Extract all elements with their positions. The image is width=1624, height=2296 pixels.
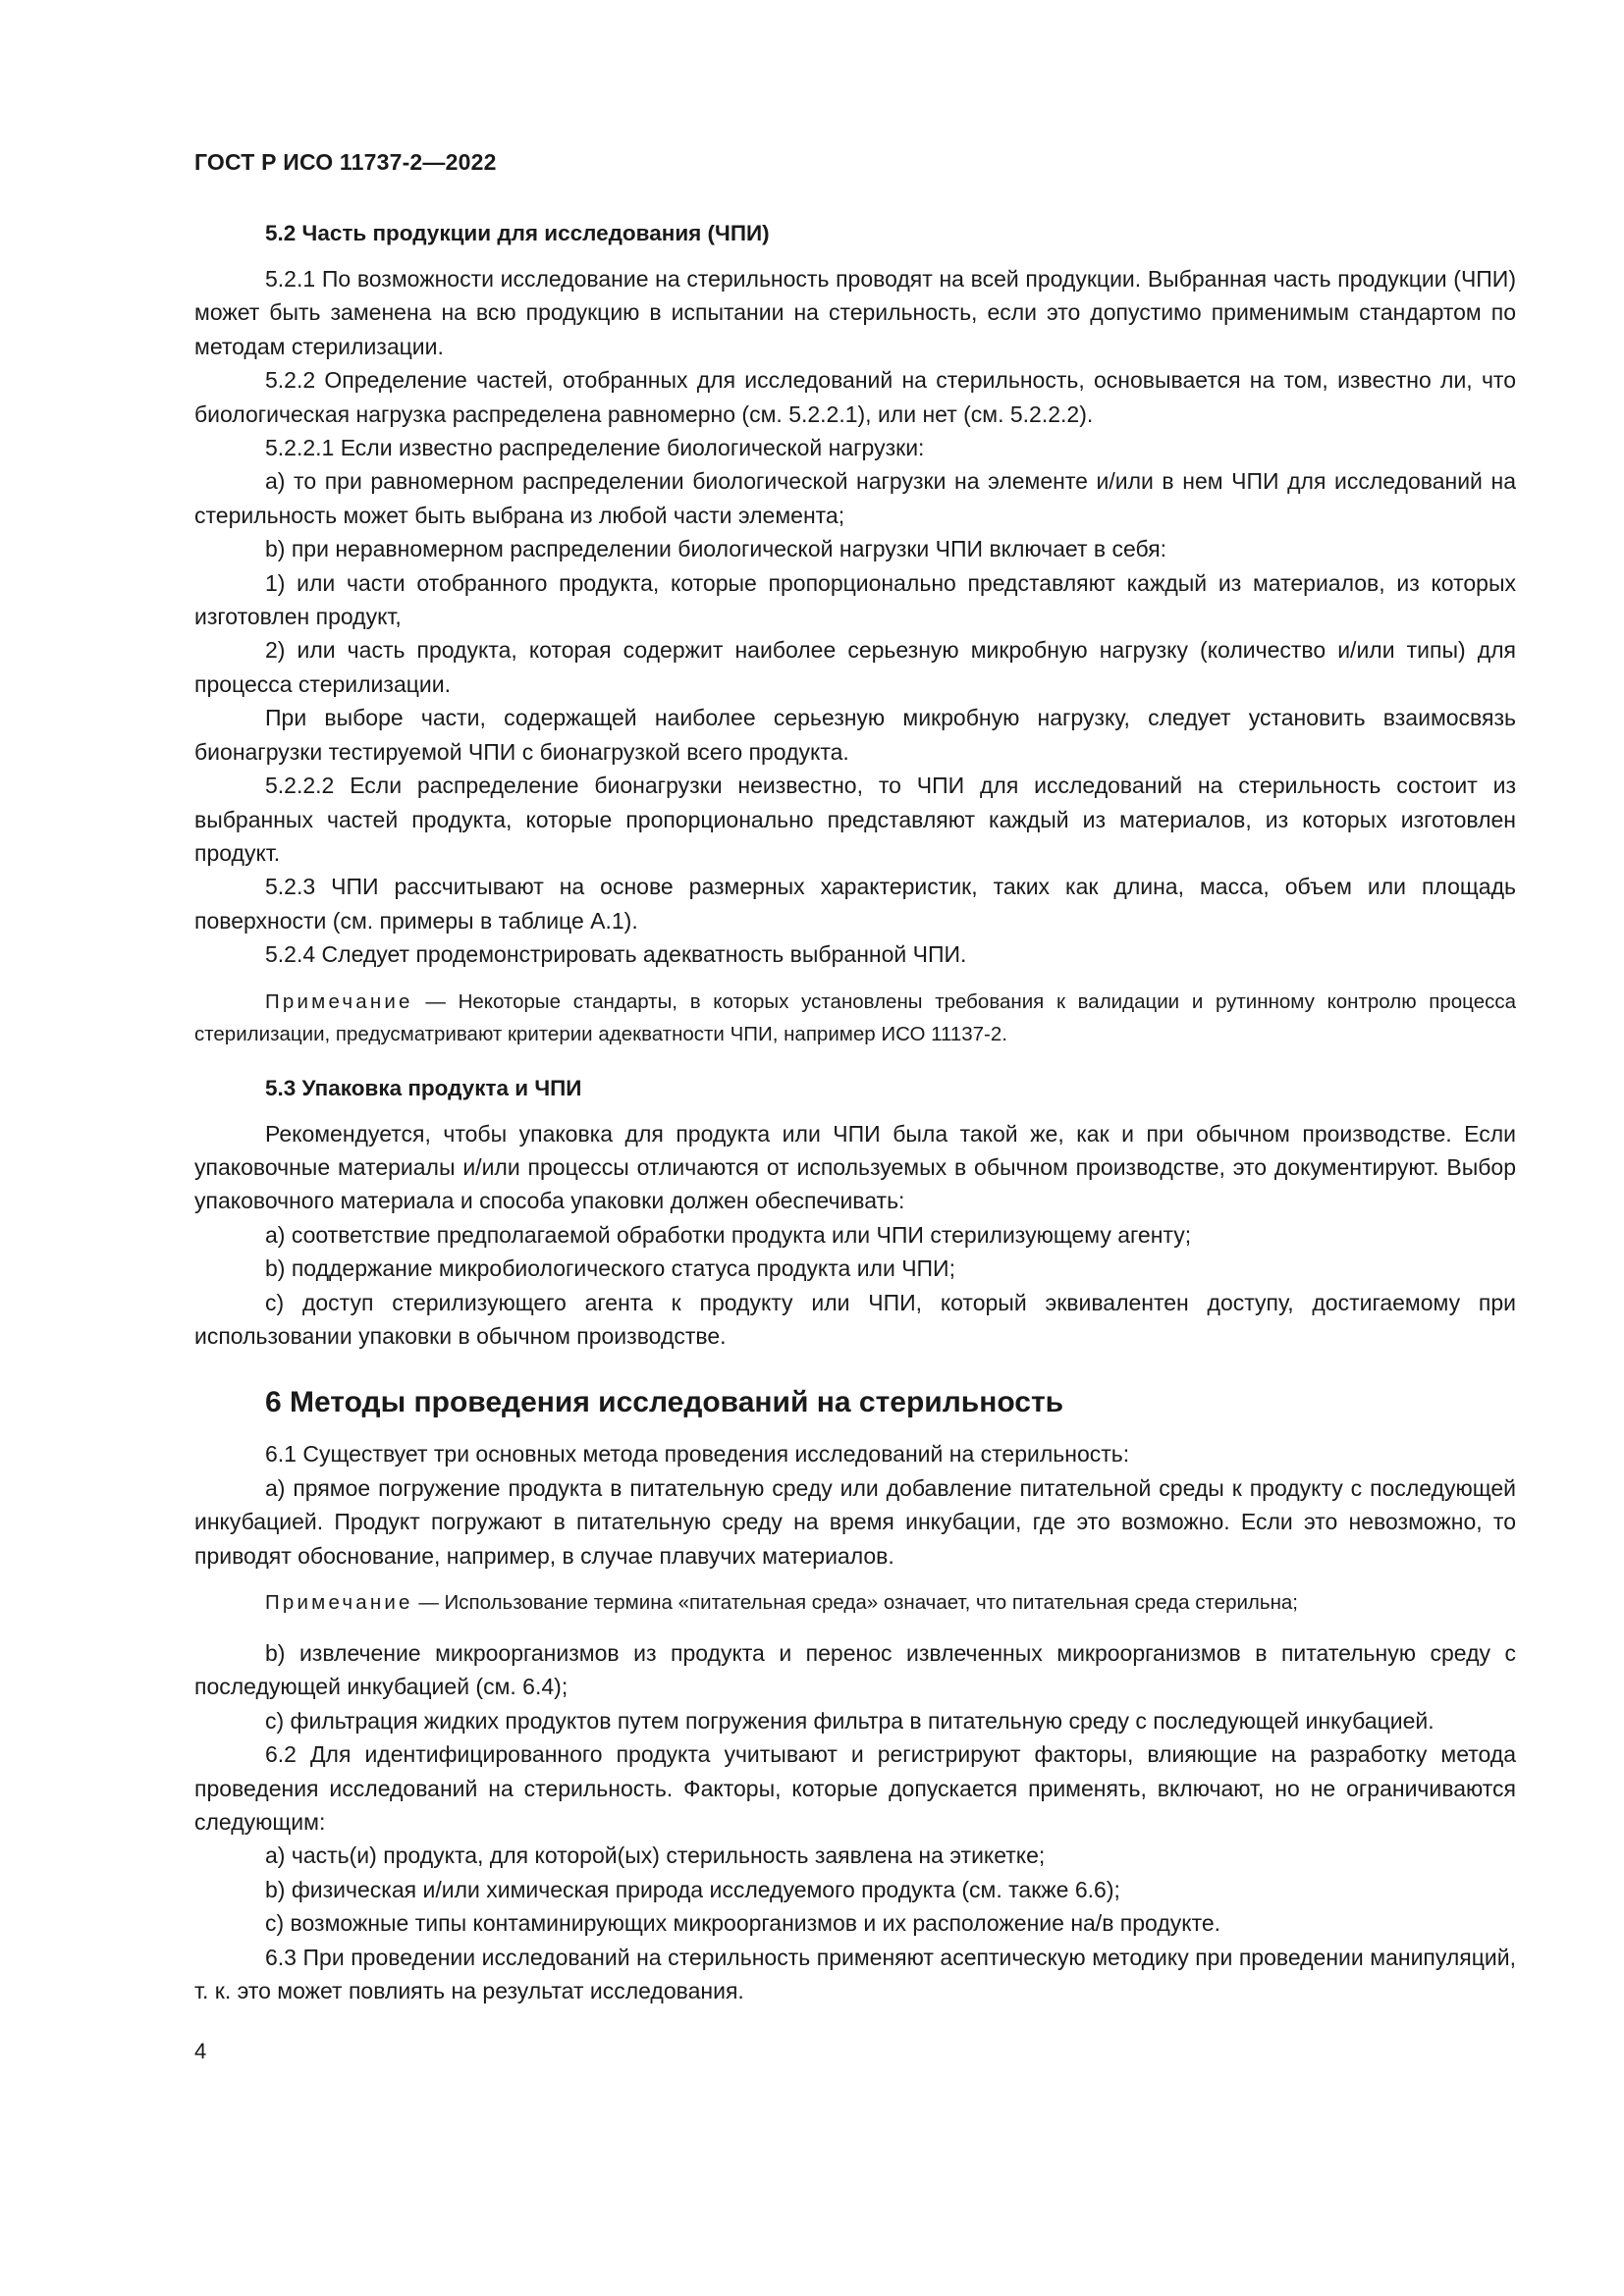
paragraph: Рекомендуется, чтобы упаковка для продукта или ЧПИ была такой же, как и при обычном производстве. Если упаковочные материалы и/или процессы отличаются от используемых в обычном производстве, это документируют. Выбор упаковочного материала и способа упаковки должен обеспечивать: [194, 1120, 1516, 1214]
note-label: Примечание [265, 989, 413, 1013]
paragraph: При выборе части, содержащей наиболее серьезную микробную нагрузку, следует установить взаимосвязь бионагрузки тестируемой ЧПИ с бионагрузкой всего продукта. [194, 705, 1516, 765]
list-item: b) при неравномерном распределении биологической нагрузки ЧПИ включает в себя: [265, 536, 1167, 562]
document-body [194, 221, 1516, 2007]
note-label: Примечание [265, 1591, 413, 1614]
paragraph: 5.2.3 ЧПИ рассчитывают на основе размерных характеристик, таких как длина, масса, объем или площадь поверхности (см. примеры в таблице А.1). [194, 874, 1516, 934]
paragraph: 6.1 Существует три основных метода проведения исследований на стерильность: [265, 1441, 1130, 1468]
note [194, 1586, 1516, 1619]
paragraph: 6.2 Для идентифицированного продукта учитывают и регистрируют факторы, влияющие на разработку метода проведения исследований на стерильность. Факторы, которые допускается применять, включают, но не ограничиваются следующим: [194, 1741, 1516, 1836]
paragraph: 5.2.2.2 Если распределение бионагрузки неизвестно, то ЧПИ для исследований на стерильность состоит из выбранных частей продукта, которые пропорционально представляют каждый из материалов, из которых изготовлен продукт. [194, 773, 1516, 866]
list-item: b) физическая и/или химическая природа исследуемого продукта (см. также 6.6); [265, 1876, 1120, 1902]
list-item: а) прямое погружение продукта в питательную среду или добавление питательной среды к продукту с последующей инкубацией. Продукт погружают в питательную среду на время инкубации, где это возможно. Если это невозможно, то приводят обоснование, например, в случае плавучих материалов. [194, 1474, 1516, 1569]
document-header: ГОСТ Р ИСО 11737-2—2022 [194, 149, 497, 175]
list-item: а) часть(и) продукта, для которой(ых) стерильность заявлена на этикетке; [265, 1842, 1046, 1869]
list-item: 1) или части отобранного продукта, которые пропорционально представляют каждый из материалов, из которых изготовлен продукт, [194, 569, 1516, 630]
paragraph: 5.2.2 Определение частей, отобранных для исследований на стерильность, основывается на том, известно ли, что биологическая нагрузка распределена равномерно (см. 5.2.2.1), или нет (см. 5.2.2.2). [194, 367, 1516, 427]
section-5-2-heading: 5.2 Часть продукции для исследования (ЧПИ) [265, 221, 770, 245]
paragraph: 5.2.4 Следует продемонстрировать адекватность выбранной ЧПИ. [265, 941, 967, 968]
note [194, 986, 1516, 1050]
list-item: а) то при равномерном распределении биологической нагрузки на элементе и/или в нем ЧПИ для исследований на стерильность может быть выбрана из любой части элемента; [194, 468, 1516, 528]
list-item: с) доступ стерилизующего агента к продукту или ЧПИ, который эквивалентен доступу, достигаемому при использовании упаковки в обычном производстве. [194, 1289, 1516, 1349]
list-item: 2) или часть продукта, которая содержит наиболее серьезную микробную нагрузку (количество и/или типы) для процесса стерилизации. [194, 637, 1516, 697]
paragraph: 5.2.2.1 Если известно распределение биологической нагрузки: [265, 435, 925, 461]
list-item: b) извлечение микроорганизмов из продукта и перенос извлеченных микроорганизмов в питательную среду с последующей инкубацией (см. 6.4); [194, 1640, 1516, 1700]
page-number: 4 [194, 2039, 207, 2063]
note-text: — Некоторые стандарты, в которых установлены требования к валидации и рутинному контролю процесса стерилизации, предусматривают критерии адекватности ЧПИ, например ИСО 11137-2. [194, 989, 1516, 1045]
list-item: а) соответствие предполагаемой обработки продукта или ЧПИ стерилизующему агенту; [265, 1221, 1192, 1248]
paragraph: 6.3 При проведении исследований на стерильность применяют асептическую методику при проведении манипуляций, т. к. это может повлиять на результат исследования. [194, 1944, 1516, 2004]
list-item: b) поддержание микробиологического статуса продукта или ЧПИ; [265, 1255, 955, 1282]
note-text: — Использование термина «питательная среда» означает, что питательная среда стерильна; [412, 1591, 1298, 1614]
paragraph: 5.2.1 По возможности исследование на стерильность проводят на всей продукции. Выбранная часть продукции (ЧПИ) может быть заменена на всю продукцию в испытании на стерильность, если это допустимо применимым стандартом по методам стерилизации. [194, 266, 1516, 359]
section-6-heading: 6 Методы проведения исследований на стерильность [265, 1386, 1064, 1419]
list-item: с) фильтрация жидких продуктов путем погружения фильтра в питательную среду с последующей инкубацией. [265, 1707, 1435, 1734]
list-item: с) возможные типы контаминирующих микроорганизмов и их расположение на/в продукте. [265, 1910, 1221, 1937]
section-5-3-heading: 5.3 Упаковка продукта и ЧПИ [265, 1075, 582, 1100]
